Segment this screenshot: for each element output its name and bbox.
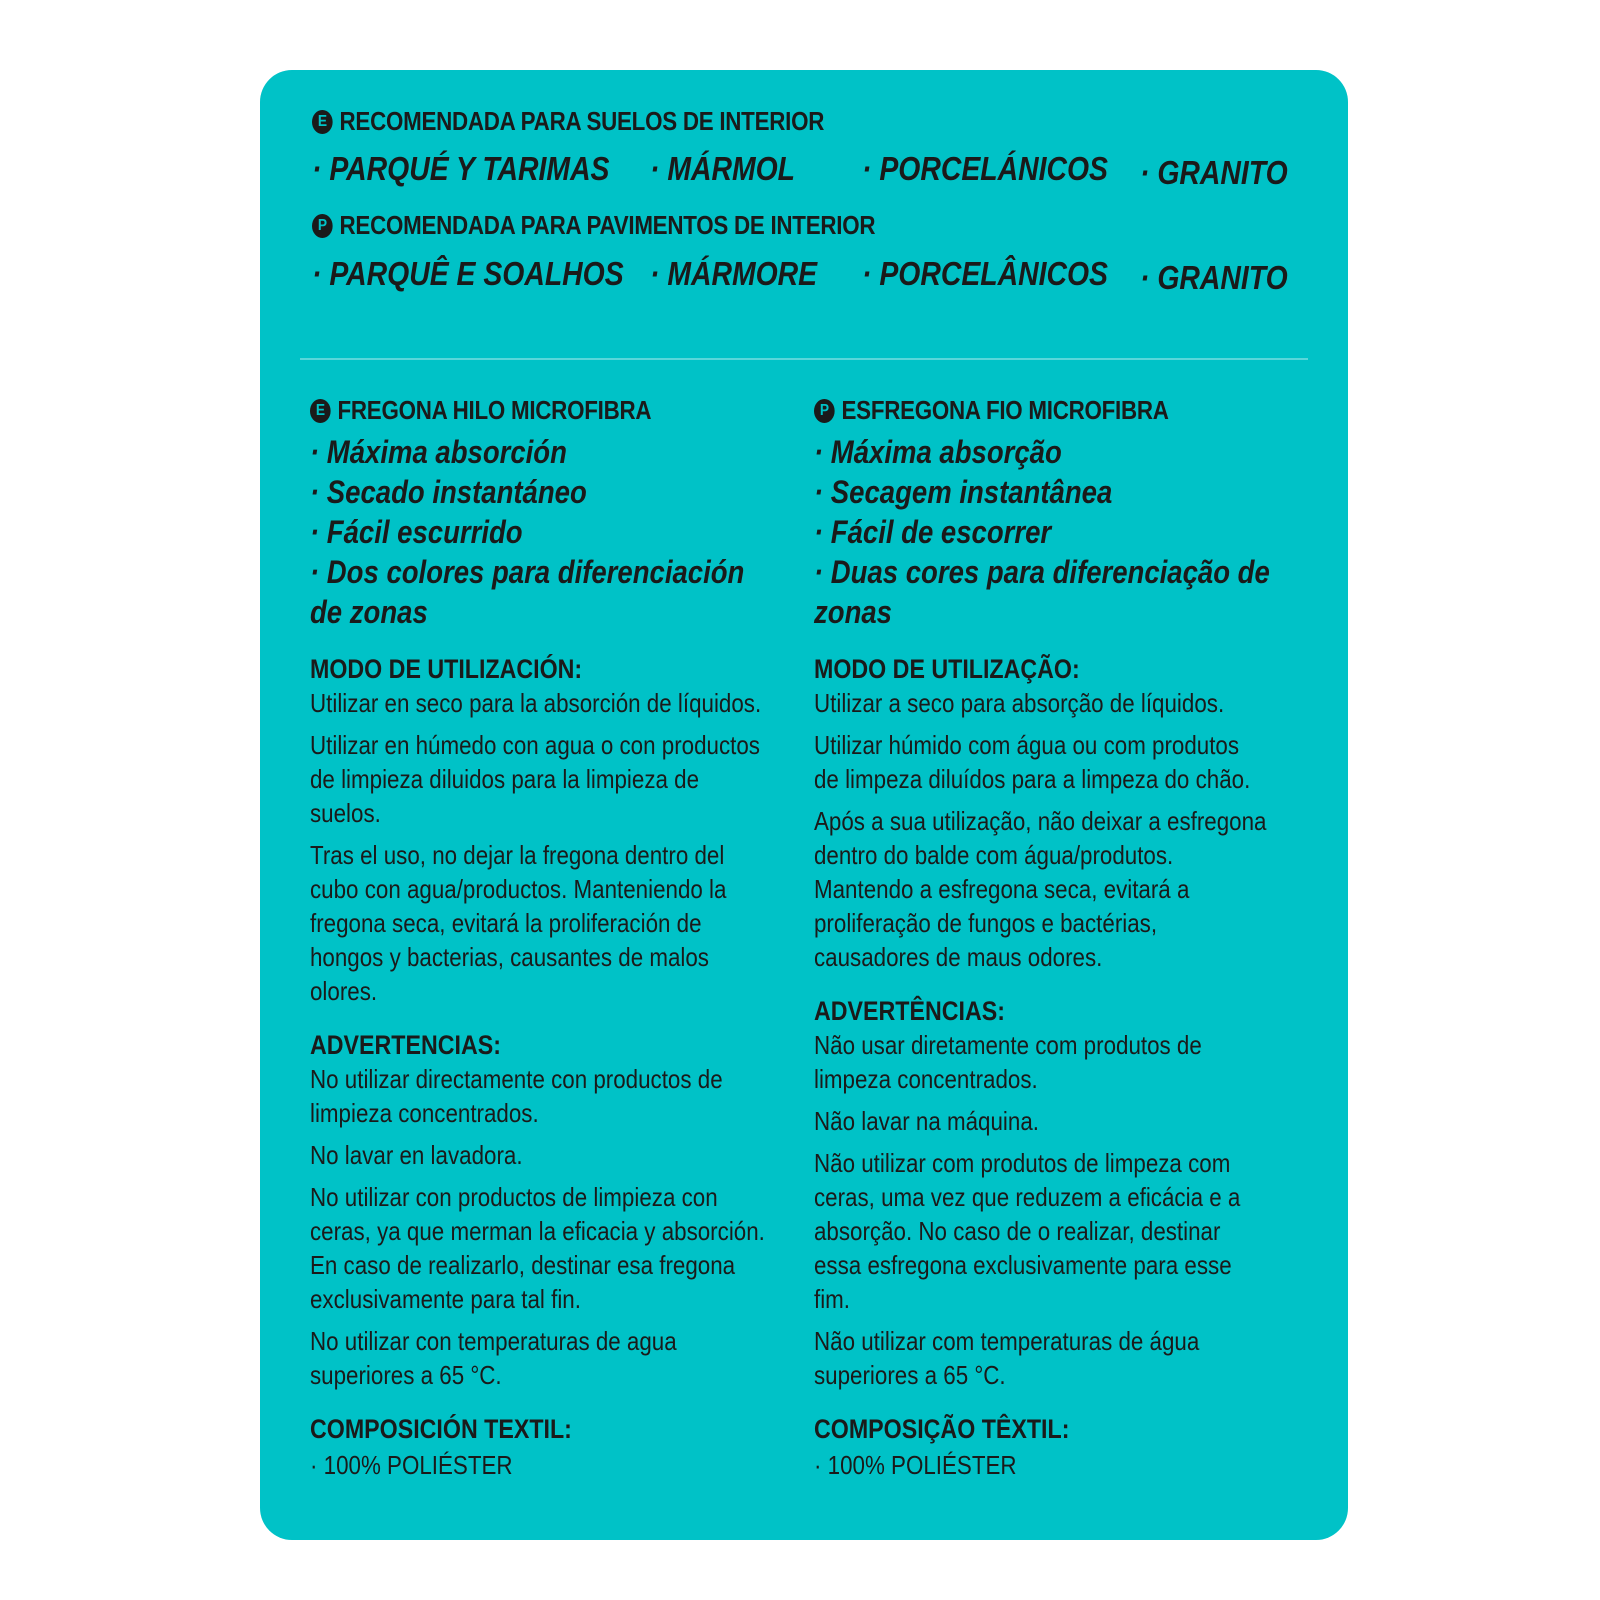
surface-item: · PARQUÊ E SOALHOS	[312, 255, 624, 292]
product-title-pt	[814, 395, 1218, 426]
warning-paragraph: Não lavar na máquina.	[814, 1106, 1039, 1136]
usage-paragraph: Utilizar húmido com água ou com produtos de limpeza diluídos para a limpeza do chão.	[814, 730, 1251, 794]
composition-title: COMPOSICIÓN TEXTIL:	[310, 1414, 572, 1444]
benefit-item: · Secagem instantânea	[814, 474, 1113, 510]
language-badge-pt: P	[814, 399, 835, 423]
usage-title: MODO DE UTILIZAÇÃO:	[814, 654, 1080, 684]
product-title-text: ESFREGONA FIO MICROFIBRA	[841, 395, 1169, 425]
floor-recommendation-pt	[312, 210, 967, 241]
floor-surfaces-es	[260, 150, 1288, 191]
benefit-item: · Fácil escurrido	[310, 514, 523, 550]
section-divider	[300, 358, 1308, 360]
benefit-item: · Secado instantáneo	[310, 474, 587, 510]
floor-heading-es	[312, 106, 824, 137]
composition-value: · 100% POLIÉSTER	[310, 1450, 513, 1480]
usage-paragraph: Utilizar a seco para absorção de líquidos.	[814, 688, 1225, 718]
warning-paragraph: Não utilizar com produtos de limpeza com ceras, uma vez que reduzem a eficácia e a absorção. No caso de o realizar, destinar essa esfregona exclusivamente para esse fim.	[814, 1148, 1241, 1314]
floor-recommendation-es	[312, 106, 907, 137]
benefit-item: · Dos colores para diferenciación de zonas	[310, 554, 745, 630]
usage-paragraph: Tras el uso, no dejar la fregona dentro del cubo con agua/productos. Manteniendo la fregona seca, evitará la proliferación de hongos y bacterias, causantes de malos olores.	[310, 840, 727, 1006]
column-es	[310, 395, 780, 1482]
floor-heading-text: RECOMENDADA PARA SUELOS DE INTERIOR	[339, 106, 825, 136]
warning-paragraph: Não utilizar com temperaturas de água superiores a 65 °C.	[814, 1326, 1200, 1390]
product-title-es	[310, 395, 714, 426]
warnings-title: ADVERTENCIAS:	[310, 1030, 501, 1060]
warnings-title: ADVERTÊNCIAS:	[814, 996, 1005, 1026]
language-badge-pt: P	[312, 214, 333, 238]
composition-value: · 100% POLIÉSTER	[814, 1450, 1017, 1480]
column-pt	[814, 395, 1284, 1482]
surface-item: · MÁRMOL	[650, 150, 796, 187]
warning-paragraph: Não usar diretamente com produtos de limpeza concentrados.	[814, 1030, 1202, 1094]
benefit-item: · Máxima absorção	[814, 434, 1062, 470]
composition-title: COMPOSIÇÃO TÊXTIL:	[814, 1414, 1070, 1444]
usage-title: MODO DE UTILIZACIÓN:	[310, 654, 583, 684]
floor-surfaces-pt	[260, 255, 1288, 296]
surface-item: · PORCELÁNICOS	[862, 150, 1108, 187]
warning-paragraph: No utilizar directamente con productos de limpieza concentrados.	[310, 1064, 723, 1128]
language-badge-es: E	[310, 399, 331, 423]
benefit-item: · Duas cores para diferenciação de zonas	[814, 554, 1270, 630]
warning-paragraph: No utilizar con productos de limpieza con ceras, ya que merman la eficacia y absorción. En caso de realizarlo, destinar esa fregona exclusivamente para tal fin.	[310, 1182, 765, 1314]
floor-heading-text: RECOMENDADA PARA PAVIMENTOS DE INTERIOR	[339, 210, 876, 240]
surface-item: · GRANITO	[1140, 154, 1288, 191]
surface-item: · PORCELÂNICOS	[862, 255, 1108, 292]
benefit-item: · Fácil de escorrer	[814, 514, 1052, 550]
product-title-text: FREGONA HILO MICROFIBRA	[337, 395, 652, 425]
warning-paragraph: No utilizar con temperaturas de agua superiores a 65 °C.	[310, 1326, 677, 1390]
language-badge-es: E	[312, 110, 333, 134]
usage-paragraph: Utilizar en húmedo con agua o con productos de limpieza diluidos para la limpieza de suelos.	[310, 730, 760, 828]
usage-paragraph: Utilizar en seco para la absorción de líquidos.	[310, 688, 762, 718]
benefit-item: · Máxima absorción	[310, 434, 567, 470]
surface-item: · PARQUÉ Y TARIMAS	[312, 150, 610, 187]
surface-item: · GRANITO	[1140, 259, 1288, 296]
label-panel	[260, 70, 1348, 1540]
usage-paragraph: Após a sua utilização, não deixar a esfregona dentro do balde com água/produtos. Mantendo a esfregona seca, evitará a proliferação de fungos e bactérias, causadores de maus odores.	[814, 806, 1267, 972]
warning-paragraph: No lavar en lavadora.	[310, 1140, 523, 1170]
surface-item: · MÁRMORE	[650, 255, 818, 292]
floor-heading-pt	[312, 210, 875, 241]
